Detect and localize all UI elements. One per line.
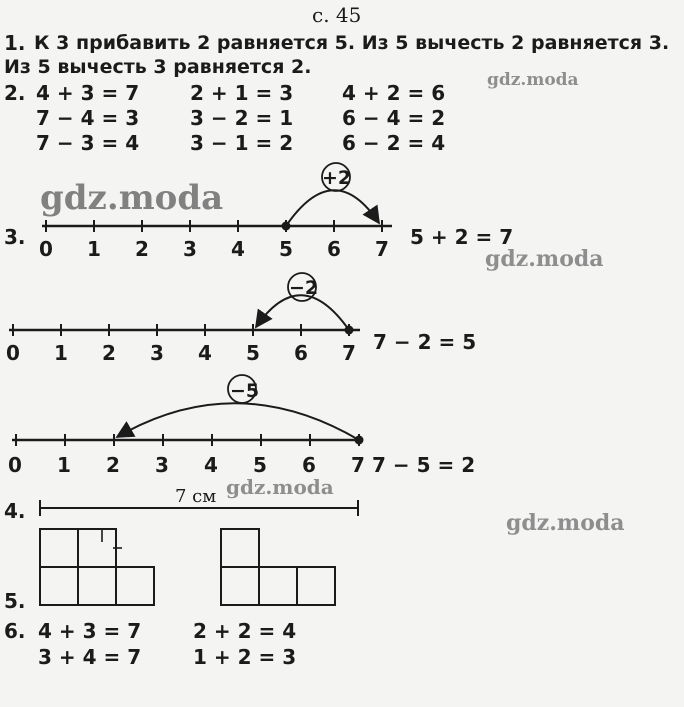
tick-label: 4 — [204, 453, 218, 477]
tick-label: 3 — [150, 341, 164, 365]
jump-arrow — [117, 403, 359, 440]
tick-label: 2 — [106, 453, 120, 477]
task1-line1: К 3 прибавить 2 равняется 5. Из 5 вычесть 2 равняется 3. — [34, 32, 670, 54]
task6-cell: 3 + 4 = 7 — [38, 645, 142, 669]
tick-label: 2 — [135, 237, 149, 261]
tick-label: 7 — [342, 341, 356, 365]
task1-number: 1. — [4, 31, 26, 55]
tick-label: 1 — [54, 341, 68, 365]
watermark: gdz.moda — [485, 246, 604, 272]
tick-label: 4 — [231, 237, 245, 261]
tick-label: 6 — [327, 237, 341, 261]
task2-cell: 3 − 1 = 2 — [190, 131, 294, 155]
tick-label: 7 — [375, 237, 389, 261]
grid-square — [259, 567, 297, 605]
task6-cell: 4 + 3 = 7 — [38, 619, 142, 643]
task2-number: 2. — [4, 81, 26, 105]
grid-square — [221, 567, 259, 605]
tick-label: 1 — [57, 453, 71, 477]
task2-cell: 3 − 2 = 1 — [190, 106, 294, 130]
watermark: gdz.moda — [506, 510, 625, 536]
task2-cell: 6 − 2 = 4 — [342, 131, 446, 155]
equation: 7 − 2 = 5 — [373, 330, 477, 354]
task5-number: 5. — [4, 589, 26, 613]
task6-cell: 2 + 2 = 4 — [193, 619, 297, 643]
tick-label: 5 — [253, 453, 267, 477]
task2-cell: 6 − 4 = 2 — [342, 106, 446, 130]
task2-cell: 4 + 2 = 6 — [342, 81, 446, 105]
task4-number: 4. — [4, 499, 26, 523]
grid-square — [297, 567, 335, 605]
jump-label: −2 — [289, 277, 319, 299]
watermark: gdz.moda — [487, 70, 579, 90]
task2-cell: 4 + 3 = 7 — [36, 81, 140, 105]
tick-label: 3 — [155, 453, 169, 477]
task6-cell: 1 + 2 = 3 — [193, 645, 297, 669]
segment-label: 7 см — [175, 486, 217, 507]
grid-square — [221, 529, 259, 567]
jump-arrow — [286, 190, 379, 226]
tick-label: 7 — [351, 453, 365, 477]
equation: 5 + 2 = 7 — [410, 225, 514, 249]
tick-label: 4 — [198, 341, 212, 365]
tick-label: 0 — [8, 453, 22, 477]
task2-cell: 7 − 3 = 4 — [36, 131, 140, 155]
task6-number: 6. — [4, 619, 26, 643]
tick-label: 1 — [87, 237, 101, 261]
page-label: с. 45 — [312, 3, 362, 27]
task3-number: 3. — [4, 225, 26, 249]
grid-square — [78, 529, 116, 567]
tick-label: 0 — [39, 237, 53, 261]
grid-square — [40, 529, 78, 567]
grid-square — [40, 567, 78, 605]
grid-square — [116, 567, 154, 605]
tick-label: 5 — [279, 237, 293, 261]
tick-label: 5 — [246, 341, 260, 365]
tick-label: 3 — [183, 237, 197, 261]
watermark: gdz.moda — [226, 475, 334, 499]
equation: 7 − 5 = 2 — [372, 453, 476, 477]
task1-line2: Из 5 вычесть 3 равняется 2. — [4, 56, 312, 78]
task2-cell: 7 − 4 = 3 — [36, 106, 140, 130]
task2-cell: 2 + 1 = 3 — [190, 81, 294, 105]
tick-label: 6 — [294, 341, 308, 365]
tick-label: 6 — [302, 453, 316, 477]
jump-label: −5 — [230, 380, 260, 402]
watermark: gdz.moda — [40, 178, 224, 218]
tick-label: 0 — [6, 341, 20, 365]
grid-square — [78, 567, 116, 605]
tick-label: 2 — [102, 341, 116, 365]
jump-label: +2 — [322, 167, 352, 189]
